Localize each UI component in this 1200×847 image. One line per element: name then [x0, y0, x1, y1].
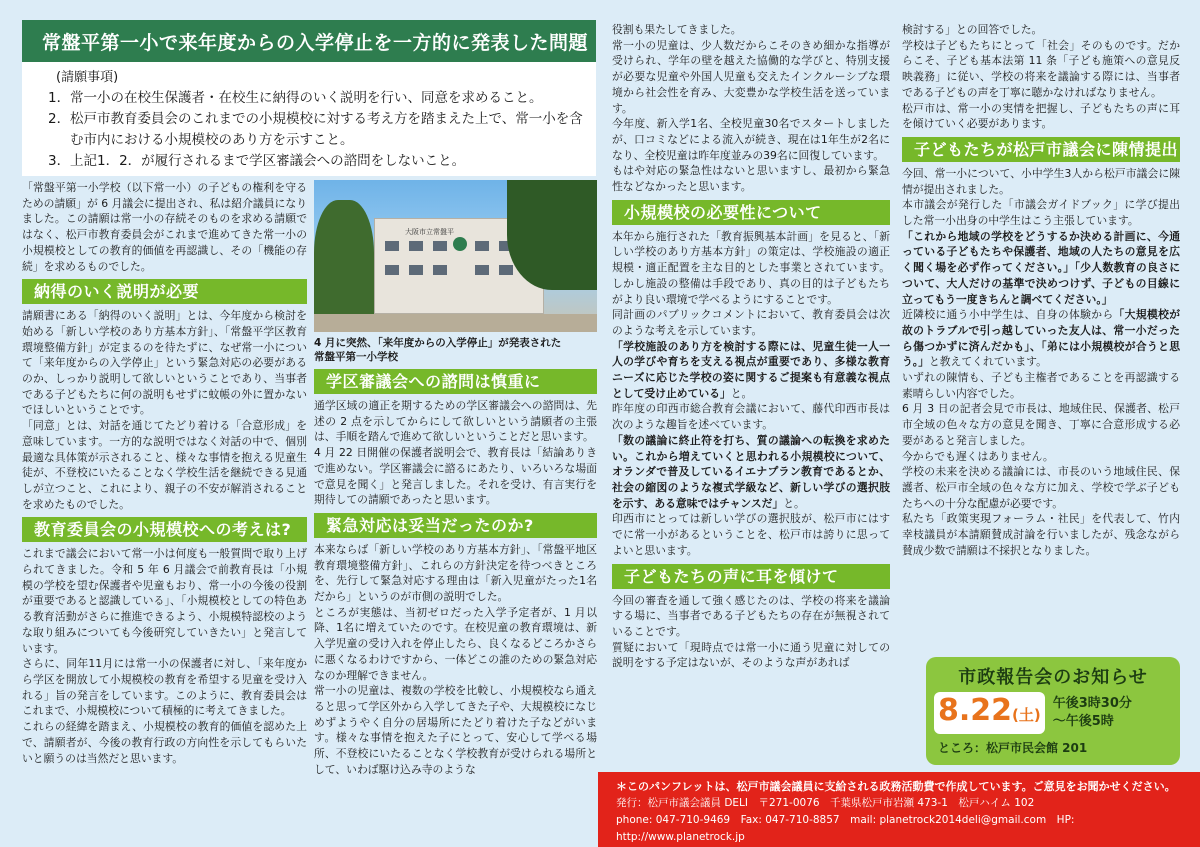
body-paragraph: 学校は子どもたちにとって「社会」そのものです。だからこそ、子ども基本法第 11 条「子ども施策への意見反映義務」に従い、学校の将来を議論する際には、当事者である子どもの声を丁寧に聴かなければなりません。 [902, 38, 1180, 99]
window-shape [475, 241, 489, 251]
body-paragraph: これまで議会において常一小は何度も一般質問で取り上げられてきました。令和 5 年 6 月議会で前教育長は「小規模の学校を望む保護者や児童もおり、常一小の今後の役割が重要であると認識している」、「小規模校としての特色ある教育活動がさらに推進できるよう、小規模特認校のような取り組みについても今後研究していきたい」と発言しています。 [22, 547, 307, 655]
body-paragraph: 松戸市は、常一小の実情を把握し、子どもたちの声に耳を傾けていく必要があります。 [902, 101, 1180, 131]
body-paragraph: 学校の未来を決める議論には、市長のいう地域住民、保護者、松戸市全域の色々な方に加え、学校で学ぶ子どもたちへの十分な配慮が必要です。 [902, 465, 1180, 510]
quote-paragraph [612, 433, 890, 512]
body-paragraph: 役割も果たしてきました。 [612, 23, 742, 36]
tree-shape [314, 200, 374, 332]
body-paragraph: 本来ならば「新しい学校のあり方基本方針」、「常盤平地区教育環境整備方針」、これらの方針決定を待つべきところを、先行して緊急対応する理由は「新入児童がたった1名だから」というのが市側の説明でした。 [314, 542, 597, 604]
body-paragraph: 今回の審査を通して強く感じたのは、学校の将来を議論する場に、当事者である子どもたちの存在が無視されていることです。 [612, 593, 890, 638]
body-paragraph: 同計画のパブリックコメントにおいて、教育委員会は次のような考えを示しています。 [612, 308, 890, 337]
section-heading: 教育委員会の小規模校への考えは? [22, 517, 307, 542]
petition-heading: (請願事項) [56, 70, 119, 85]
petition-item-number: 3． [48, 153, 71, 169]
window-shape [499, 265, 513, 275]
quote-tail: と。 [783, 496, 805, 510]
window-shape [409, 241, 423, 251]
petition-item [48, 88, 586, 109]
body-paragraph: 6 月 3 日の記者会見で市長は、地域住民、保護者、松戸市全域の色々な方の意見を聞き、丁寧に合意形成する必要があると発言しました。 [902, 402, 1180, 447]
report-time [1053, 695, 1132, 731]
tree-shape [507, 180, 597, 290]
body-paragraph: 4 月 22 日開催の保護者説明会で、教育長は「結論ありきで進めない。学区審議会に諮るにあたり、いろいろな場面で意見を聞く」と発言しました。それを受け、有言実行を期待しての請願であったと思います。 [314, 446, 597, 507]
ground-shape [314, 314, 597, 332]
report-date-badge [934, 692, 1045, 734]
petition-item-text: 松戸市教育委員会のこれまでの小規模校に対する考え方を踏まえた上で、常一小を含む市内における小規模校のあり方を示すこと。 [70, 111, 583, 148]
petition-item-text: 上記1．2．が履行されるまで学区審議会への諮問をしないこと。 [70, 153, 466, 169]
body-paragraph: これらの経緯を踏まえ、小規模校の教育的価値を認めた上で、請願者が、今後の教育行政の方向性を示してもらいたいと願うのは当然だと思います。 [22, 720, 307, 765]
body-paragraph: 質疑において「現時点では常一小に通う児童に対しての説明をする予定はないが、そのような声があれば [612, 640, 890, 670]
quote-text: 「学校施設のあり方を検討する際には、児童生徒一人一人の学びや育ちを支える視点が重要であり、多様な教育ニーズに応じた学校の姿に関するご提案も有意義な視点として受け止めている」 [612, 339, 890, 400]
body-paragraph: 私たち「政策実現フォーラム・社民」を代表して、竹内幸枝議員が本請願賛成討論を行いましたが、残念ながら賛成少数で請願は不採択となりました。 [902, 512, 1180, 557]
quote-paragraph [612, 339, 890, 402]
footer-bar [598, 772, 1200, 847]
main-title: 常盤平第一小で来年度からの入学停止を一方的に発表した問題 [42, 31, 589, 54]
report-day-of-week: (土) [1012, 706, 1041, 724]
petition-item [48, 109, 586, 151]
petition-item [48, 151, 586, 172]
body-paragraph: 本年から施行された「教育振興基本計画」を見ると、「新しい学校のあり方基本方針」の策定は、学校施設の適正規模・適正配置を主な目的とした事業とされています。しかし施設の整備は手段であり、真の目的は子どもたちがより良い環境で学べるようにすることです。 [612, 229, 890, 306]
section-heading: 小規模校の必要性について [612, 200, 890, 225]
window-shape [385, 265, 399, 275]
footer-contact: phone: 047-710-9469 Fax: 047-710-8857 mail: planetrock2014deli@gmail.com HP: http://www.planetrock.jp [616, 814, 1075, 843]
body-paragraph: 常一小の児童は、複数の学校を比較し、小規模校なら通えると思って学区外から入学してきた子や、大規模校になじめずようやく自分の居場所にたどり着けた子などがいます。様々な事情を抱えた子にとって、安心して学べる場所、不登校にいたることなく学校教育が受けられる場所として、いわば駆け込み寺のような [314, 684, 597, 776]
window-shape [433, 241, 447, 251]
quote-tail: と。 [730, 386, 753, 400]
window-shape [409, 265, 423, 275]
body-paragraph: 通学区域の適正を期するための学区審議会への諮問は、先述の 2 点を示してからにして欲しいという請願者の主張は、手順を踏んで進めて欲しいということだと思います。 [314, 399, 597, 444]
body-paragraph: 常一小の児童は、少人数だからこそのきめ細かな指導が受けられ、学年の壁を越えた協働的な学びと、特別支援が必要な児童や外国人児童も交えたインクルーシブな環境から社会性を育み、大変豊かな学校生活を送っています。 [612, 38, 890, 115]
body-paragraph: いずれの陳情も、子ども主権者であることを再認識する素晴らしい内容でした。 [902, 371, 1180, 400]
window-shape [475, 265, 489, 275]
column-3 [612, 22, 890, 671]
petition-box [22, 62, 596, 176]
section-heading: 納得のいく説明が必要 [22, 279, 307, 304]
body-paragraph [902, 307, 1180, 370]
report-place: ところ：松戸市民会館 201 [938, 741, 1088, 755]
body-paragraph: 本市議会が発行した「市議会ガイドブック」に学び提出した常一小出身の中学生はこう主張しています。 [902, 198, 1180, 228]
body-paragraph: 今年度、新入学1名、全校児童30名でスタートしましたが、口コミなどによる流入が続き、現在は1年生が2名になり、全校児童は昨年度並みの39名に回復しています。 [612, 117, 890, 162]
footer-note: ＊このパンフレットは、松戸市議会議員に支給される政務活動費で作成しています。ご意見をお聞かせください。 [616, 780, 1176, 793]
main-title-banner [22, 20, 596, 62]
quote-text: 「数の議論に終止符を打ち、質の議論への転換を求めたい。これから増えていくと思われる小規模校について、オランダで普及しているイエナプラン教育であるとか、社会の縮図のような複式学級など、新しい学びの選択肢を示す、ある意味ではチャンスだ」 [612, 433, 890, 510]
report-title: 市政報告会のお知らせ [958, 667, 1148, 688]
section-heading: 子どもたちの声に耳を傾けて [612, 564, 890, 589]
body-text: 近隣校に通う小中学生は、自身の体験から [902, 308, 1114, 322]
section-heading: 緊急対応は妥当だったのか? [314, 513, 597, 538]
body-paragraph: ところが実態は、当初ゼロだった入学予定者が、1 月以降、1名に増えていたのです。在校児童の教育環境は、新入学児童の受け入れを停止したら、良くなるどころかさらに悪くなるわけですから、一体どこの誰のための緊急対応なのか理解できません。 [314, 605, 597, 682]
report-time-end: 〜午後5時 [1052, 714, 1114, 729]
school-emblem [453, 237, 467, 251]
column-4 [902, 22, 1180, 559]
body-paragraph: 検討する」との回答でした。 [902, 23, 1043, 36]
intro-paragraph: 「常盤平第一小学校（以下常一小）の子どもの権利を守るための請願」が 6 月議会に提出され、私は紹介議員になりました。この請願は常一小の存続そのものを求める請願ではなく、松戸市教育委員会がこれまで進めてきた常一小の小規模校としての教育的価値を再認識し、その「機能の存続」を求めるものでした。 [22, 181, 307, 273]
quote-tail: と教えてくれています。 [929, 355, 1047, 369]
footer-publisher: 発行：松戸市議会議員 DELI 〒271-0076 千葉県松戸市岩瀬 473-1 松戸ハイム 102 [616, 797, 1035, 809]
body-paragraph: 今からでも遅くはありません。 [902, 449, 1054, 463]
body-paragraph: 今回、常一小について、小中学生3人から松戸市議会に陳情が提出されました。 [902, 166, 1180, 196]
body-paragraph: 昨年度の印西市総合教育会議において、藤代印西市長は次のような趣旨を述べています。 [612, 402, 890, 432]
quote-paragraph: 「これから地域の学校をどうするか決める計画に、今通っている子どもたちや保護者、地域の人たちの意見を広く聞く場を必ず作ってください。」「少人数教育の良さについて、大人だけの基準で決めつけず、子どもの目線に立ってもう一度きちんと調べてください。」 [902, 229, 1180, 306]
section-heading: 学区審議会への諮問は慎重に [314, 369, 597, 394]
window-shape [385, 241, 399, 251]
body-paragraph: さらに、同年11月には常一小の保護者に対し、「来年度から学区を開放して小規模校の教育を希望する児童を受け入れる」旨の発言をしています。このように、教育委員会はこれまで、小規模校について積極的に考えてきました。 [22, 657, 307, 718]
body-paragraph: もはや対応の緊急性はないと思いますし、最初から緊急性などなかったと思います。 [612, 164, 890, 194]
window-shape [433, 265, 447, 275]
section-heading: 子どもたちが松戸市議会に陳情提出 [902, 137, 1180, 162]
petition-item-text: 常一小の在校生保護者・在校生に納得のいく説明を行い、同意を求めること。 [70, 90, 543, 106]
petition-item-number: 2． [48, 111, 71, 127]
school-photo [314, 180, 597, 332]
body-paragraph: 印西市にとっては新しい学びの選択肢が、松戸市にはすでに常一小があるということを、松戸市は誇りに思ってよいと思います。 [612, 512, 890, 557]
photo-caption [314, 336, 597, 364]
column-2 [314, 180, 597, 777]
report-date-row [934, 692, 1172, 734]
column-1 [22, 180, 307, 766]
photo-caption-line: 常盤平第一小学校 [314, 351, 398, 363]
body-paragraph: 「同意」とは、対話を通じてたどり着ける「合意形成」を意味しています。一方的な説明ではなく対話の中で、個別最適な具体策が示されること、様々な事情を抱える児童生徒が、不登校にいたることなく学校生活を継続できる見通しが立つこと、これにより、親子の不安が解消されることを求めたものでした。 [22, 419, 307, 511]
photo-caption-line: 4 月に突然、「来年度からの入学停止」が発表された [314, 337, 562, 349]
report-date: 8.22 [938, 693, 1013, 728]
report-time-start: 午後3時30分 [1052, 696, 1132, 711]
body-paragraph: 請願書にある「納得のいく説明」とは、今年度から検討を始める「新しい学校のあり方基本方針」、「常盤平学区教育環境整備方針」が定まるのを待たずに、なぜ常一小について「来年度からの入学停止」という緊急対応の必要があるのか、しっかり説明して欲しいということであり、当事者である子どもたちに何の説明もせずに蚊帳の外に置かないでほしいということです。 [22, 309, 307, 417]
quote-text: 「大規模校が故のトラブルで引っ越していった友人は、常一小だったら傷つかずに済んだかも」、「弟には小規模校が合うと思う。」 [902, 308, 1181, 369]
petition-item-number: 1． [48, 90, 71, 106]
report-meeting-box [926, 657, 1180, 765]
building-sign: 大阪市立常盤平 [405, 228, 454, 236]
